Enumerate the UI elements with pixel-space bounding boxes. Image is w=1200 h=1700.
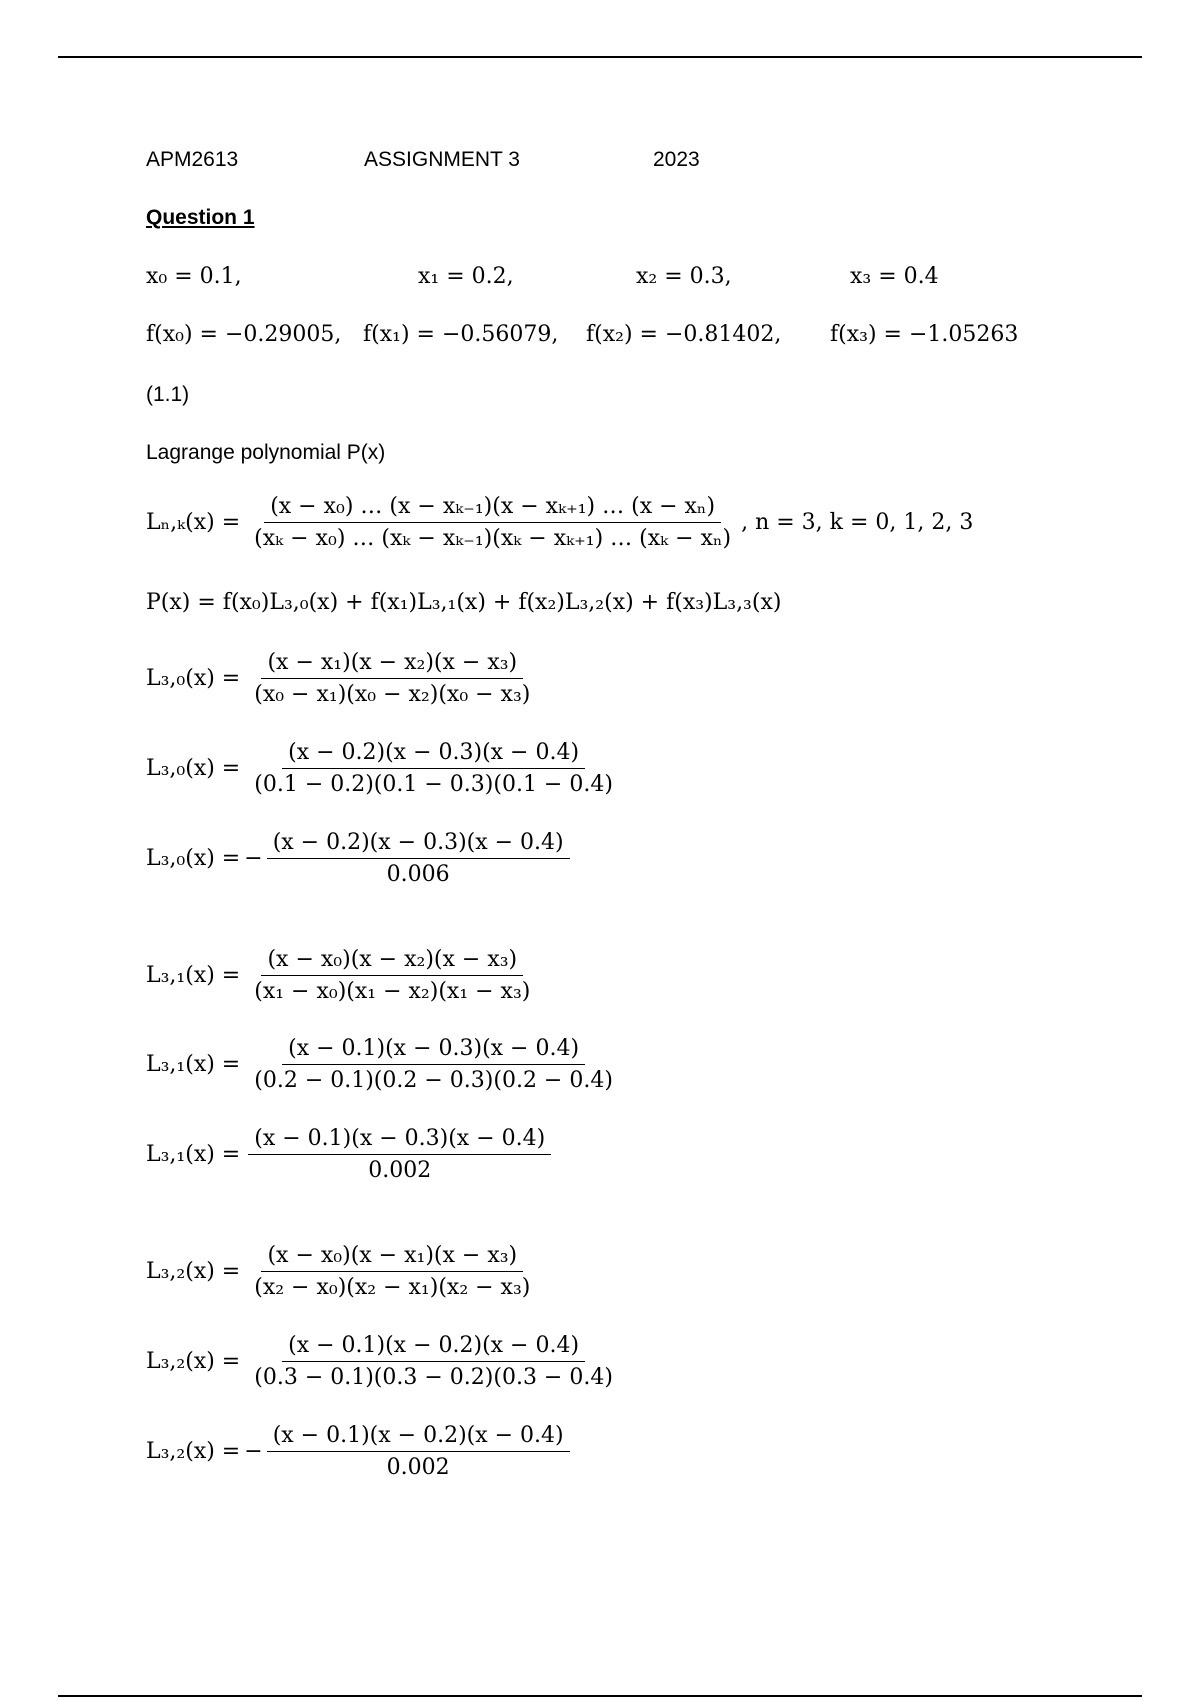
- equation-denominator: 0.002: [386, 1455, 450, 1480]
- node-x3: x₃ = 0.4: [850, 264, 939, 289]
- equation-fraction: [248, 1036, 619, 1093]
- equation-fraction: [248, 947, 536, 1004]
- node-x1: x₁ = 0.2,: [418, 264, 514, 289]
- equation-denominator: (x₂ − x₀)(x₂ − x₁)(x₂ − x₃): [254, 1275, 531, 1300]
- equation-denominator: (0.1 − 0.2)(0.1 − 0.3)(0.1 − 0.4): [254, 772, 613, 797]
- equation-lhs: L₃,₂(x) =: [146, 1349, 241, 1374]
- equation-sign: −: [244, 846, 263, 871]
- node-x2: x₂ = 0.3,: [636, 264, 732, 289]
- equation-fraction: [248, 1126, 551, 1183]
- equation-l31-substituted: [146, 1036, 623, 1093]
- equation-lhs: L₃,₁(x) =: [146, 1142, 241, 1167]
- equation-l32-symbolic: [146, 1243, 540, 1300]
- equation-numerator: (x − x₀)(x − x₁)(x − x₃): [261, 1243, 523, 1272]
- node-x0: x₀ = 0.1,: [146, 264, 242, 289]
- fvalue-0: f(x₀) = −0.29005,: [146, 322, 342, 347]
- general-formula-conditions: , n = 3, k = 0, 1, 2, 3: [741, 510, 974, 535]
- general-formula-lhs: Lₙ,ₖ(x) =: [146, 510, 241, 535]
- equation-fraction: [248, 650, 536, 707]
- p-polynomial-formula: P(x) = f(x₀)L₃,₀(x) + f(x₁)L₃,₁(x) + f(x₂)L₃,₂(x) + f(x₃)L₃,₃(x): [146, 590, 782, 615]
- lagrange-intro: Lagrange polynomial P(x): [146, 441, 386, 464]
- equation-denominator: 0.006: [386, 862, 450, 887]
- equation-fraction: [248, 740, 619, 797]
- general-lagrange-formula: [146, 494, 973, 551]
- assignment-year: 2023: [653, 148, 700, 171]
- fvalue-3: f(x₃) = −1.05263: [830, 322, 1019, 347]
- equation-numerator: (x − 0.1)(x − 0.3)(x − 0.4): [282, 1036, 585, 1065]
- fvalue-1: f(x₁) = −0.56079,: [363, 322, 559, 347]
- bottom-rule: [58, 1695, 1142, 1697]
- equation-l31-simplified: [146, 1126, 555, 1183]
- equation-l30-symbolic: [146, 650, 540, 707]
- equation-denominator: (x₀ − x₁)(x₀ − x₂)(x₀ − x₃): [254, 682, 531, 707]
- equation-sign: −: [244, 1439, 263, 1464]
- equation-l31-symbolic: [146, 947, 540, 1004]
- equation-numerator: (x − x₀)(x − x₂)(x − x₃): [261, 947, 523, 976]
- part-label: (1.1): [146, 383, 190, 406]
- equation-denominator: (0.2 − 0.1)(0.2 − 0.3)(0.2 − 0.4): [254, 1068, 613, 1093]
- equation-numerator: (x − 0.1)(x − 0.2)(x − 0.4): [267, 1423, 570, 1452]
- question-title: Question 1: [146, 206, 255, 229]
- equation-lhs: L₃,₂(x) =: [146, 1259, 241, 1284]
- equation-denominator: (0.3 − 0.1)(0.3 − 0.2)(0.3 − 0.4): [254, 1365, 613, 1390]
- general-formula-denominator: (xₖ − x₀) … (xₖ − xₖ₋₁)(xₖ − xₖ₊₁) … (xₖ − xₙ): [254, 526, 732, 551]
- equation-l30-simplified: [146, 830, 574, 887]
- equation-numerator: (x − 0.2)(x − 0.3)(x − 0.4): [282, 740, 585, 769]
- equation-lhs: L₃,₀(x) =: [146, 846, 241, 871]
- assignment-title: ASSIGNMENT 3: [364, 148, 520, 171]
- equation-numerator: (x − 0.1)(x − 0.3)(x − 0.4): [248, 1126, 551, 1155]
- equation-fraction: [267, 830, 570, 887]
- equation-fraction: [248, 1243, 536, 1300]
- equation-lhs: L₃,₁(x) =: [146, 1052, 241, 1077]
- equation-fraction: [248, 1333, 619, 1390]
- equation-lhs: L₃,₁(x) =: [146, 963, 241, 988]
- equation-lhs: L₃,₂(x) =: [146, 1439, 241, 1464]
- equation-numerator: (x − 0.2)(x − 0.3)(x − 0.4): [267, 830, 570, 859]
- equation-numerator: (x − x₁)(x − x₂)(x − x₃): [261, 650, 523, 679]
- course-code: APM2613: [146, 148, 239, 171]
- equation-lhs: L₃,₀(x) =: [146, 756, 241, 781]
- general-formula-numerator: (x − x₀) … (x − xₖ₋₁)(x − xₖ₊₁) … (x − xₙ): [264, 494, 721, 523]
- top-rule: [58, 56, 1142, 58]
- equation-l30-substituted: [146, 740, 623, 797]
- general-formula-fraction: [248, 494, 737, 551]
- equation-denominator: 0.002: [368, 1158, 432, 1183]
- equation-l32-substituted: [146, 1333, 623, 1390]
- equation-denominator: (x₁ − x₀)(x₁ − x₂)(x₁ − x₃): [254, 979, 531, 1004]
- equation-lhs: L₃,₀(x) =: [146, 666, 241, 691]
- equation-l32-simplified: [146, 1423, 574, 1480]
- equation-numerator: (x − 0.1)(x − 0.2)(x − 0.4): [282, 1333, 585, 1362]
- fvalue-2: f(x₂) = −0.81402,: [586, 322, 782, 347]
- equation-fraction: [267, 1423, 570, 1480]
